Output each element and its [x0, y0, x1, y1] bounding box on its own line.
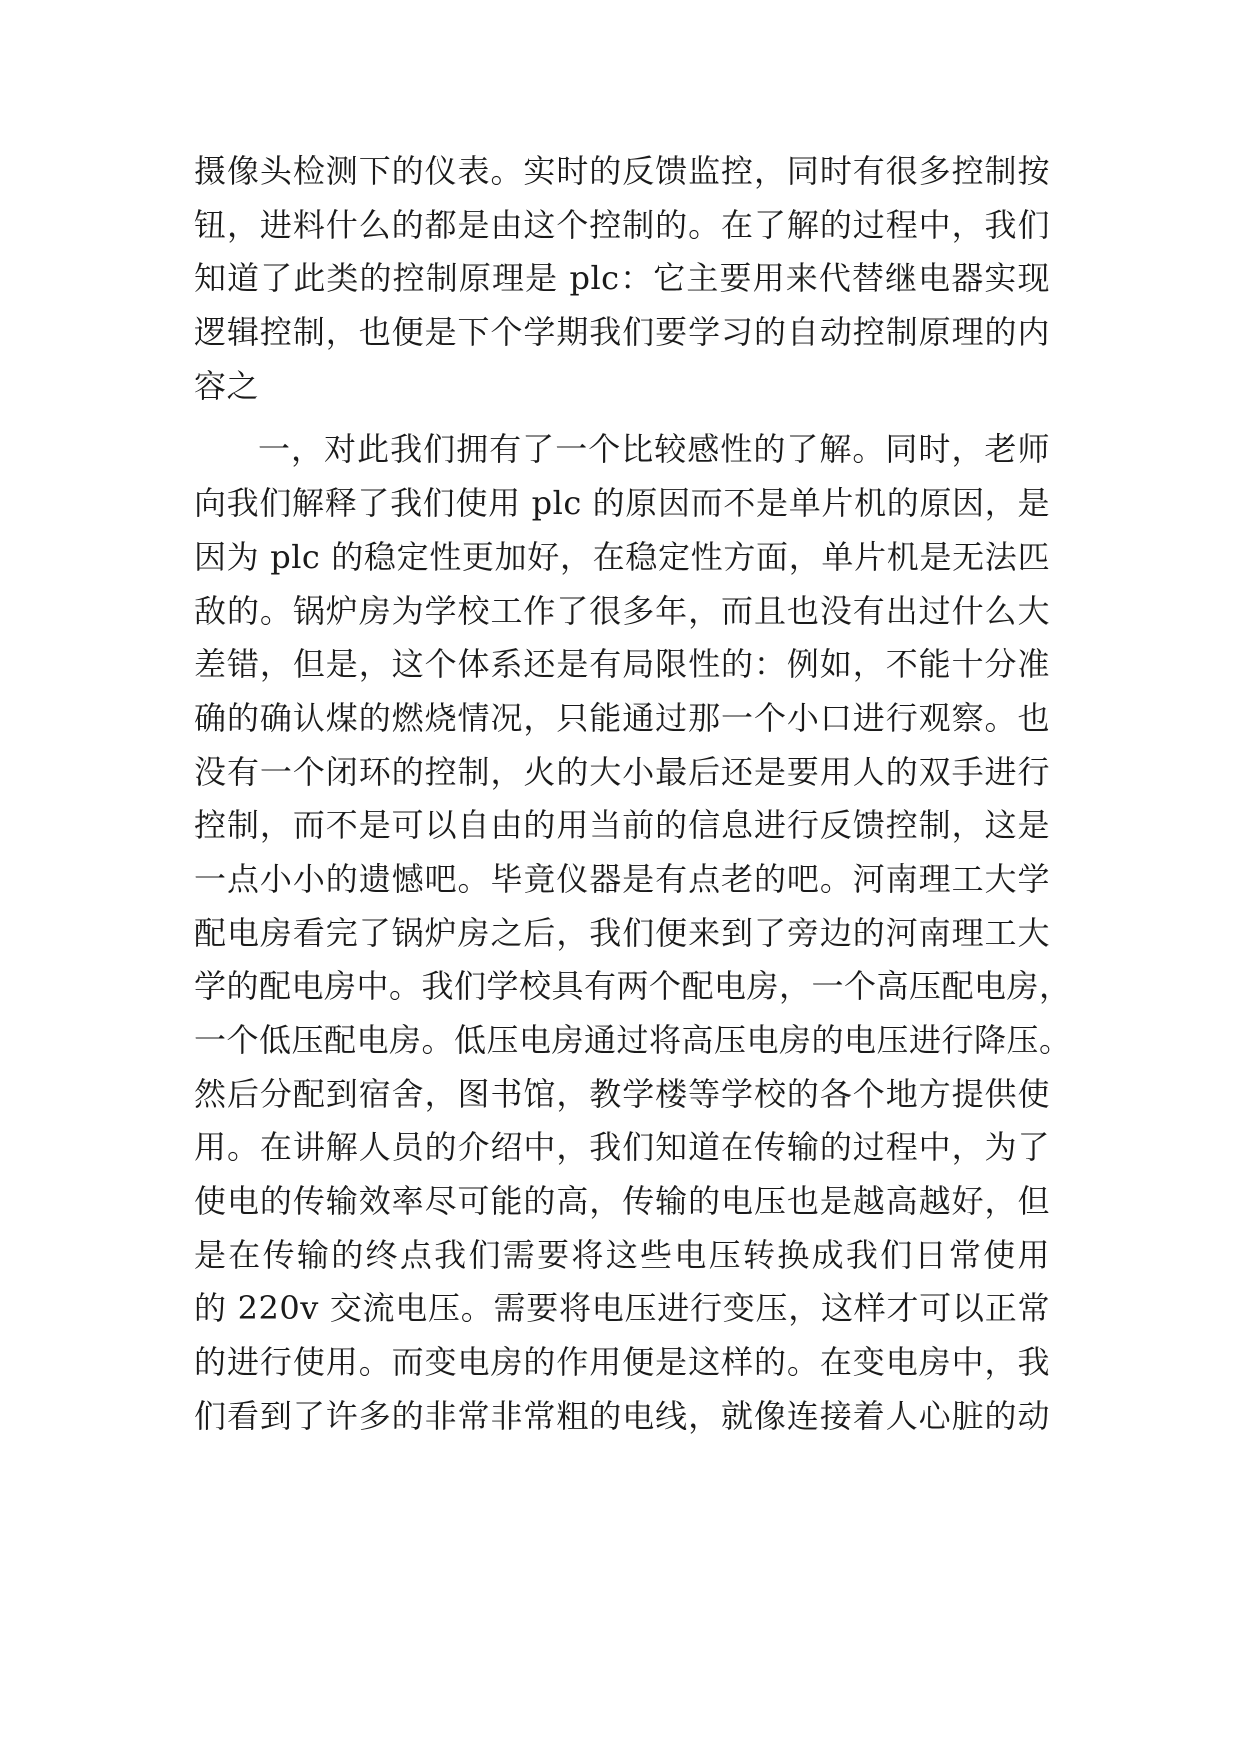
paragraph-2 — [194, 423, 1072, 1443]
text-line: 一，对此我们拥有了一个比较感性的了解。同时，老师 — [258, 430, 1050, 469]
text-line: 敌的。锅炉房为学校工作了很多年，而且也没有出过什么大 — [194, 591, 1050, 630]
text-line: 一点小小的遗憾吧。毕竟仪器是有点老的吧。河南理工大学 — [194, 859, 1050, 898]
text-line: 没有一个闭环的控制，火的大小最后还是要用人的双手进行 — [194, 752, 1050, 791]
text-line: 的进行使用。而变电房的作用便是这样的。在变电房中，我 — [194, 1343, 1050, 1382]
text-line: 然后分配到宿舍，图书馆，教学楼等学校的各个地方提供使 — [194, 1074, 1050, 1113]
text-line: 们看到了许多的非常非常粗的电线，就像连接着人心脏的动 — [194, 1396, 1050, 1435]
paragraph-1 — [194, 145, 1050, 413]
text-line: 钮，进料什么的都是由这个控制的。在了解的过程中，我们 — [194, 205, 1050, 244]
text-line: 逻辑控制，也便是下个学期我们要学习的自动控制原理的内 — [194, 313, 1050, 352]
text-line: 的 220v 交流电压。需要将电压进行变压，这样才可以正常 — [194, 1289, 1050, 1328]
text-line: 差错，但是，这个体系还是有局限性的：例如，不能十分准 — [194, 645, 1050, 684]
text-line: 是在传输的终点我们需要将这些电压转换成我们日常使用 — [194, 1235, 1050, 1274]
text-line: 容之 — [194, 366, 260, 405]
text-line: 确的确认煤的燃烧情况，只能通过那一个小口进行观察。也 — [194, 698, 1050, 737]
text-line: 向我们解释了我们使用 plc 的原因而不是单片机的原因，是 — [194, 484, 1050, 523]
text-line: 学的配电房中。我们学校具有两个配电房，一个高压配电房， — [194, 967, 1072, 1006]
text-line: 知道了此类的控制原理是 plc：它主要用来代替继电器实现 — [194, 259, 1050, 298]
document-body — [194, 145, 1072, 1444]
text-line: 用。在讲解人员的介绍中，我们知道在传输的过程中，为了 — [194, 1128, 1050, 1167]
text-line: 因为 plc 的稳定性更加好，在稳定性方面，单片机是无法匹 — [194, 537, 1050, 576]
text-line: 一个低压配电房。低压电房通过将高压电房的电压进行降压。 — [194, 1021, 1072, 1059]
text-line: 摄像头检测下的仪表。实时的反馈监控，同时有很多控制按 — [194, 152, 1050, 190]
text-line: 使电的传输效率尽可能的高，传输的电压也是越高越好，但 — [194, 1182, 1050, 1221]
text-line: 控制，而不是可以自由的用当前的信息进行反馈控制，这是 — [194, 806, 1050, 845]
text-line: 配电房看完了锅炉房之后，我们便来到了旁边的河南理工大 — [194, 913, 1050, 952]
